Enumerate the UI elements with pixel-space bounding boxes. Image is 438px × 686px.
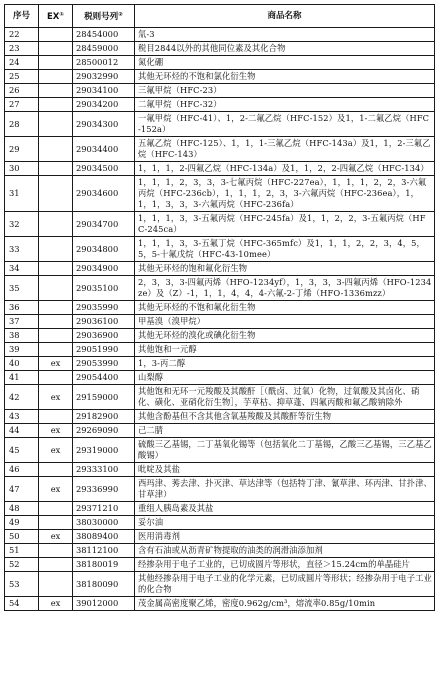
row-ex-flag xyxy=(39,463,73,477)
row-tariff-code: 38180019 xyxy=(73,558,135,572)
table-row xyxy=(5,301,435,315)
row-product-name: 含有石油或从沥青矿物提取的油类的润滑油添加剂 xyxy=(135,544,435,558)
row-serial-number: 49 xyxy=(5,516,39,530)
row-tariff-code: 29371210 xyxy=(73,502,135,516)
row-product-name: 一氟甲烷（HFC-41）、1，2-二氟乙烷（HFC-152）及1，1-二氟乙烷（HFC-152a） xyxy=(135,112,435,137)
header-serial-number: 序号 xyxy=(5,5,39,28)
row-ex-flag: ex xyxy=(39,597,73,611)
row-ex-flag xyxy=(39,56,73,70)
footnote-mark-2: ② xyxy=(118,11,123,18)
row-ex-flag xyxy=(39,572,73,597)
table-row xyxy=(5,438,435,463)
table-row xyxy=(5,162,435,176)
row-serial-number: 52 xyxy=(5,558,39,572)
row-product-name: 1，1，1，3，3-五氟丙烷（HFC-245fa）及1，1，2，2，3-五氟丙烷（HFC-245ca） xyxy=(135,212,435,237)
row-serial-number: 37 xyxy=(5,315,39,329)
row-tariff-code: 29034800 xyxy=(73,237,135,262)
row-tariff-code: 29182900 xyxy=(73,410,135,424)
row-product-name: 甲基溴（溴甲烷） xyxy=(135,315,435,329)
row-tariff-code: 38089400 xyxy=(73,530,135,544)
row-serial-number: 35 xyxy=(5,276,39,301)
row-product-name: 氚-3 xyxy=(135,28,435,42)
row-product-name: 1，1，1，3，3-五氟丁烷（HFC-365mfc）及1，1，1，2，2，3，4，5，5，5-十氟戊烷（HFC-43-10mee） xyxy=(135,237,435,262)
row-ex-flag: ex xyxy=(39,530,73,544)
table-row xyxy=(5,176,435,212)
row-product-name: 己二腈 xyxy=(135,424,435,438)
row-ex-flag xyxy=(39,28,73,42)
row-tariff-code: 38030000 xyxy=(73,516,135,530)
table-row xyxy=(5,84,435,98)
row-product-name: 医用消毒剂 xyxy=(135,530,435,544)
row-product-name: 其他饱和一元醇 xyxy=(135,343,435,357)
row-serial-number: 25 xyxy=(5,70,39,84)
table-row xyxy=(5,424,435,438)
row-ex-flag xyxy=(39,176,73,212)
table-row xyxy=(5,477,435,502)
tariff-table-page xyxy=(4,4,434,611)
row-tariff-code: 29034900 xyxy=(73,262,135,276)
row-ex-flag xyxy=(39,162,73,176)
row-product-name: 妥尔油 xyxy=(135,516,435,530)
row-serial-number: 24 xyxy=(5,56,39,70)
row-tariff-code: 29035100 xyxy=(73,276,135,301)
row-ex-flag: ex xyxy=(39,357,73,371)
row-serial-number: 47 xyxy=(5,477,39,502)
row-tariff-code: 38180090 xyxy=(73,572,135,597)
row-tariff-code: 38112100 xyxy=(73,544,135,558)
row-ex-flag xyxy=(39,98,73,112)
table-row xyxy=(5,262,435,276)
table-row xyxy=(5,463,435,477)
row-serial-number: 27 xyxy=(5,98,39,112)
table-row xyxy=(5,28,435,42)
row-serial-number: 29 xyxy=(5,137,39,162)
header-ex: EX① xyxy=(39,5,73,28)
row-tariff-code: 29034100 xyxy=(73,84,135,98)
row-tariff-code: 29053990 xyxy=(73,357,135,371)
row-product-name: 其他饱和无环一元羧酸及其酸酐［（酰卤、过氧）化物，过氧酸及其卤化、硝化、磺化、亚硝化衍生物］，芋草枯、抑草蓬、四氟丙酸和氟乙酸钠除外 xyxy=(135,385,435,410)
row-ex-flag xyxy=(39,212,73,237)
row-ex-flag: ex xyxy=(39,385,73,410)
row-serial-number: 44 xyxy=(5,424,39,438)
row-tariff-code: 29034700 xyxy=(73,212,135,237)
row-serial-number: 48 xyxy=(5,502,39,516)
row-serial-number: 46 xyxy=(5,463,39,477)
table-row xyxy=(5,56,435,70)
row-tariff-code: 29034200 xyxy=(73,98,135,112)
row-product-name: 五氟乙烷（HFC-125）、1，1，1-三氟乙烷（HFC-143a）及1，1，2-三氟乙烷（HFC-143） xyxy=(135,137,435,162)
row-ex-flag xyxy=(39,137,73,162)
row-ex-flag xyxy=(39,502,73,516)
row-tariff-code: 29035990 xyxy=(73,301,135,315)
row-tariff-code: 29333100 xyxy=(73,463,135,477)
table-row xyxy=(5,70,435,84)
row-product-name: 其他无环烃的饱和氟化衍生物 xyxy=(135,262,435,276)
row-serial-number: 40 xyxy=(5,357,39,371)
row-ex-flag xyxy=(39,276,73,301)
row-serial-number: 50 xyxy=(5,530,39,544)
table-row xyxy=(5,315,435,329)
row-tariff-code: 29034500 xyxy=(73,162,135,176)
row-product-name: 硫酸三乙基锡，二丁基氧化锡等（包括氧化二丁基锡，乙酸三乙基锡，三乙基乙酸锡） xyxy=(135,438,435,463)
row-ex-flag xyxy=(39,262,73,276)
row-product-name: 经掺杂用于电子工业的，已切成圆片等形状，直径＞15.24cm的单晶硅片 xyxy=(135,558,435,572)
row-product-name: 吡啶及其盐 xyxy=(135,463,435,477)
table-row xyxy=(5,597,435,611)
row-ex-flag: ex xyxy=(39,424,73,438)
row-tariff-code: 39012000 xyxy=(73,597,135,611)
row-serial-number: 41 xyxy=(5,371,39,385)
row-ex-flag xyxy=(39,237,73,262)
row-product-name: 西玛津、莠去津、扑灭津、草达津等（包括特丁津、氰草津、环丙津、甘扑津、甘草津） xyxy=(135,477,435,502)
row-product-name: 茂金属高密度聚乙烯，密度0.962g/cm³，熔流率0.85g/10min xyxy=(135,597,435,611)
row-serial-number: 42 xyxy=(5,385,39,410)
row-serial-number: 23 xyxy=(5,42,39,56)
row-ex-flag xyxy=(39,343,73,357)
table-row xyxy=(5,237,435,262)
row-serial-number: 28 xyxy=(5,112,39,137)
tariff-table xyxy=(4,4,435,611)
row-tariff-code: 29034600 xyxy=(73,176,135,212)
row-serial-number: 54 xyxy=(5,597,39,611)
row-product-name: 三氟甲烷（HFC-23） xyxy=(135,84,435,98)
row-product-name: 其他无环烃的不饱和氟化衍生物 xyxy=(135,301,435,315)
table-row xyxy=(5,502,435,516)
table-row xyxy=(5,137,435,162)
table-row xyxy=(5,558,435,572)
row-serial-number: 32 xyxy=(5,212,39,237)
row-ex-flag xyxy=(39,42,73,56)
row-serial-number: 36 xyxy=(5,301,39,315)
header-tariff-code: 税则号列② xyxy=(73,5,135,28)
row-serial-number: 26 xyxy=(5,84,39,98)
row-product-name: 氮化硼 xyxy=(135,56,435,70)
row-tariff-code: 29034400 xyxy=(73,137,135,162)
row-tariff-code: 29054400 xyxy=(73,371,135,385)
table-row xyxy=(5,42,435,56)
row-tariff-code: 28459000 xyxy=(73,42,135,56)
header-product-name: 商品名称 xyxy=(135,5,435,28)
row-tariff-code: 29032990 xyxy=(73,70,135,84)
table-row xyxy=(5,516,435,530)
table-row xyxy=(5,357,435,371)
row-tariff-code: 29319000 xyxy=(73,438,135,463)
row-ex-flag: ex xyxy=(39,438,73,463)
table-row xyxy=(5,544,435,558)
row-ex-flag xyxy=(39,329,73,343)
row-product-name: 重组人胰岛素及其盐 xyxy=(135,502,435,516)
row-serial-number: 53 xyxy=(5,572,39,597)
row-ex-flag xyxy=(39,70,73,84)
row-ex-flag xyxy=(39,371,73,385)
table-body xyxy=(5,28,435,611)
row-tariff-code: 29159000 xyxy=(73,385,135,410)
row-serial-number: 43 xyxy=(5,410,39,424)
row-tariff-code: 29051990 xyxy=(73,343,135,357)
row-serial-number: 38 xyxy=(5,329,39,343)
row-tariff-code: 29269090 xyxy=(73,424,135,438)
table-row xyxy=(5,343,435,357)
table-row xyxy=(5,212,435,237)
row-product-name: 1，1，1，2，3，3，3-七氟丙烷（HFC-227ea），1，1，1，2，2，3-六氟丙烷（HFC-236cb），1，1，1，2，3，3-六氟丙烷（HFC-236ea），1，1，1，3，3，3-六氟丙烷（HFC-236fa） xyxy=(135,176,435,212)
row-ex-flag xyxy=(39,544,73,558)
row-ex-flag xyxy=(39,301,73,315)
table-row xyxy=(5,371,435,385)
row-ex-flag xyxy=(39,315,73,329)
table-row xyxy=(5,410,435,424)
row-tariff-code: 29036900 xyxy=(73,329,135,343)
row-product-name: 山梨醇 xyxy=(135,371,435,385)
row-serial-number: 39 xyxy=(5,343,39,357)
row-tariff-code: 28500012 xyxy=(73,56,135,70)
row-serial-number: 45 xyxy=(5,438,39,463)
row-serial-number: 33 xyxy=(5,237,39,262)
row-ex-flag xyxy=(39,112,73,137)
table-row xyxy=(5,530,435,544)
row-product-name: 其他无环烃的不饱和氯化衍生物 xyxy=(135,70,435,84)
row-product-name: 税目2844以外的其他同位素及其化合物 xyxy=(135,42,435,56)
table-header-row xyxy=(5,5,435,28)
row-ex-flag xyxy=(39,516,73,530)
row-ex-flag: ex xyxy=(39,477,73,502)
footnote-mark-1: ① xyxy=(59,11,65,18)
row-product-name: 其他含酚基但不含其他含氧基羧酸及其酸酐等衍生物 xyxy=(135,410,435,424)
row-tariff-code: 29034300 xyxy=(73,112,135,137)
table-row xyxy=(5,276,435,301)
row-ex-flag xyxy=(39,558,73,572)
table-row xyxy=(5,329,435,343)
row-tariff-code: 29336990 xyxy=(73,477,135,502)
table-row xyxy=(5,385,435,410)
row-product-name: 1，1，1，2-四氟乙烷（HFC-134a）及1，1，2，2-四氟乙烷（HFC-134） xyxy=(135,162,435,176)
row-product-name: 其他经掺杂用于电子工业的化学元素，已切成圆片等形状；经掺杂用于电子工业的化合物 xyxy=(135,572,435,597)
table-row xyxy=(5,112,435,137)
table-row xyxy=(5,572,435,597)
row-tariff-code: 29036100 xyxy=(73,315,135,329)
row-serial-number: 51 xyxy=(5,544,39,558)
row-ex-flag xyxy=(39,84,73,98)
row-serial-number: 30 xyxy=(5,162,39,176)
row-product-name: 二氟甲烷（HFC-32） xyxy=(135,98,435,112)
row-ex-flag xyxy=(39,410,73,424)
row-tariff-code: 28454000 xyxy=(73,28,135,42)
table-row xyxy=(5,98,435,112)
row-serial-number: 22 xyxy=(5,28,39,42)
row-product-name: 2，3，3，3-四氟丙烯（HFO-1234yf），1，3，3，3-四氟丙烯（HFO-1234ze）及（Z）-1，1，1，4，4，4-六氟-2-丁烯（HFO-1336mzz） xyxy=(135,276,435,301)
row-product-name: 1，3-丙二醇 xyxy=(135,357,435,371)
row-serial-number: 31 xyxy=(5,176,39,212)
row-product-name: 其他无环烃的溴化或碘化衍生物 xyxy=(135,329,435,343)
row-serial-number: 34 xyxy=(5,262,39,276)
